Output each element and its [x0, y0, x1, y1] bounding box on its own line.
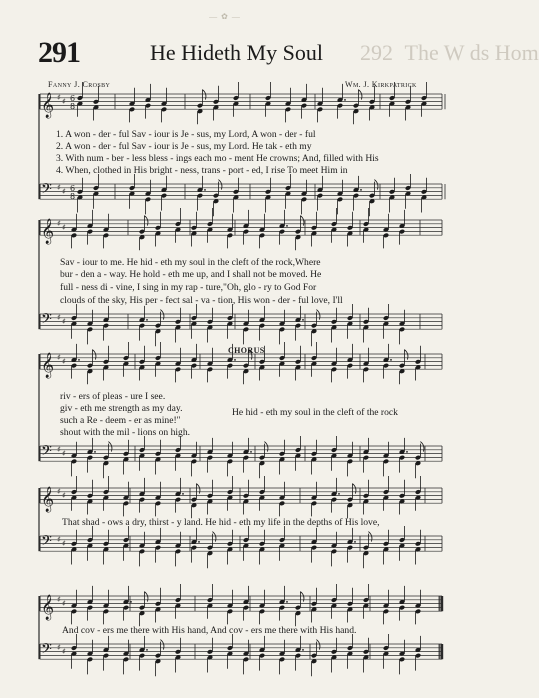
treble-clef: 𝄞: [41, 93, 55, 119]
note-dot: [250, 451, 252, 453]
bass-clef: 𝄢: [41, 181, 52, 201]
note-dot: [234, 359, 236, 361]
key-signature-sharp: ♯: [57, 487, 61, 496]
note-dot: [146, 319, 148, 321]
chorus-label: CHORUS: [228, 346, 265, 355]
note-dot: [344, 99, 346, 101]
note-dot: [130, 601, 132, 603]
bass-clef: 𝄢: [41, 641, 52, 661]
composer: Wm. J. Kirkpatrick: [345, 80, 417, 89]
key-signature-sharp: ♯: [62, 539, 66, 548]
bleed-number: 292: [360, 40, 393, 65]
time-signature-top: 6: [70, 184, 76, 193]
page-top-ornament: — ✿ —: [209, 12, 241, 21]
lyric-line-3-verse-3: such a Re - deem - er as mine!": [60, 415, 181, 426]
lyric-line-2-verse-3: full - ness di - vine, I sing in my rap - ture,"Oh, glo - ry to God For: [60, 282, 317, 293]
treble-clef: 𝄞: [41, 219, 55, 245]
key-signature-sharp: ♯: [62, 647, 66, 656]
treble-clef: 𝄞: [41, 487, 55, 513]
lyric-line-1-verse-1: 1. A won - der - ful Sav - iour is Je - sus, my Lord, A won - der - ful: [56, 129, 316, 140]
key-signature-sharp: ♯: [57, 643, 61, 652]
key-signature-sharp: ♯: [57, 535, 61, 544]
lyric-line-2-verse-4: clouds of the sky, His per - fect sal - va - tion, His won - der - ful love, I'll: [60, 295, 343, 306]
lyric-line-3-verse-4: shout with the mil - lions on high.: [60, 427, 191, 438]
key-signature-sharp: ♯: [57, 219, 61, 228]
note-dot: [302, 319, 304, 321]
lyric-line-5: And cov - ers me there with His hand, And cov - ers me there with His hand.: [62, 625, 357, 636]
lyric-line-2-verse-1: Sav - iour to me. He hid - eth my soul in the cleft of the rock,Where: [60, 257, 321, 268]
note-dot: [204, 189, 206, 191]
bass-clef: 𝄢: [41, 311, 52, 331]
lyric-line-2-verse-2: bur - den a - way. He hold - eth me up, and I shall not be moved. He: [60, 269, 322, 280]
note-dot: [78, 359, 80, 361]
time-signature-bottom: 8: [70, 192, 76, 201]
key-signature-sharp: ♯: [62, 491, 66, 500]
note-dot: [94, 451, 96, 453]
key-signature-sharp: ♯: [62, 223, 66, 232]
note-dot: [146, 649, 148, 651]
key-signature-sharp: ♯: [57, 313, 61, 322]
key-signature-sharp: ♯: [57, 595, 61, 604]
key-signature-sharp: ♯: [57, 93, 61, 102]
lyric-line-3-verse-2: giv - eth me strength as my day.: [60, 403, 183, 414]
note-dot: [182, 493, 184, 495]
key-signature-sharp: ♯: [57, 183, 61, 192]
note-dot: [354, 541, 356, 543]
key-signature-sharp: ♯: [62, 97, 66, 106]
lyric-line-4: That shad - ows a dry, thirst - y land. He hid - eth my life in the depths of His love,: [62, 517, 380, 528]
time-signature-bottom: 8: [70, 102, 76, 111]
note-dot: [390, 359, 392, 361]
hymn-title: He Hideth My Soul: [150, 40, 323, 65]
note-dot: [406, 451, 408, 453]
lyricist: Fanny J. Crosby: [48, 80, 111, 89]
bleed-title-start: The W: [404, 40, 465, 65]
treble-clef: 𝄞: [41, 595, 55, 621]
lyric-line-1-verse-4: 4. When, clothed in His bright - ness, trans - port - ed, I rise To meet Him in: [56, 165, 348, 176]
hymn-number: 291: [38, 36, 80, 69]
lyric-line-3-chorus: He hid - eth my soul in the cleft of the rock: [232, 407, 398, 418]
note-dot: [338, 493, 340, 495]
key-signature-sharp: ♯: [57, 445, 61, 454]
note-dot: [302, 649, 304, 651]
bleed-title-end: ds Hom: [469, 40, 539, 65]
key-signature-sharp: ♯: [62, 599, 66, 608]
key-signature-sharp: ♯: [62, 187, 66, 196]
key-signature-sharp: ♯: [62, 317, 66, 326]
time-signature-top: 6: [70, 94, 76, 103]
bass-clef: 𝄢: [41, 443, 52, 463]
note-dot: [286, 601, 288, 603]
key-signature-sharp: ♯: [62, 449, 66, 458]
note-dot: [360, 189, 362, 191]
treble-clef: 𝄞: [41, 353, 55, 379]
lyric-line-1-verse-3: 3. With num - ber - less bless - ings each mo - ment He crowns; And, filled with His: [56, 153, 379, 164]
key-signature-sharp: ♯: [62, 357, 66, 366]
note-dot: [286, 225, 288, 227]
note-dot: [198, 541, 200, 543]
lyric-line-1-verse-2: 2. A won - der - ful Sav - iour is Je - sus, my Lord. He tak - eth my: [56, 141, 312, 152]
key-signature-sharp: ♯: [57, 353, 61, 362]
bass-clef: 𝄢: [41, 533, 52, 553]
lyric-line-3-verse-1: riv - ers of pleas - ure I see.: [60, 391, 166, 402]
